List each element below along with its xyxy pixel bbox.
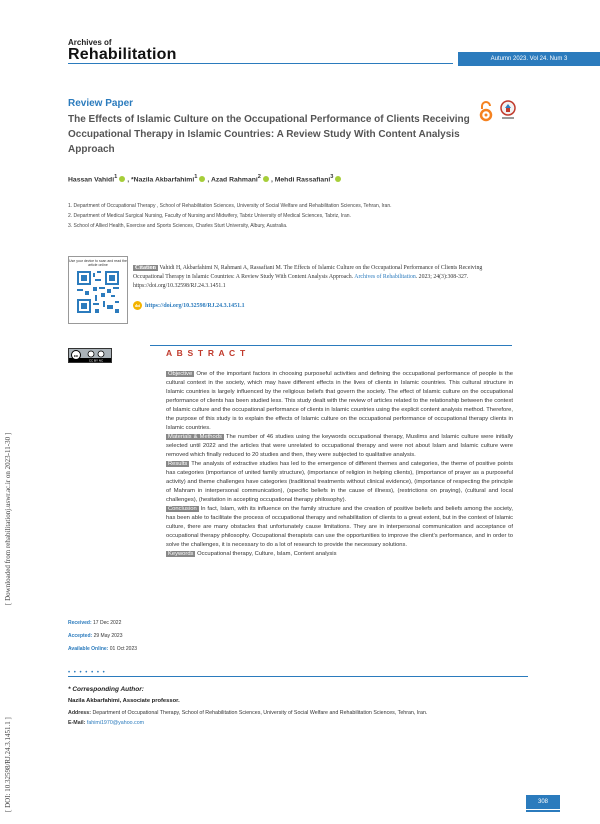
header-rule — [68, 63, 453, 64]
affiliation: 3. School of Allied Health, Exercise and Sports Sciences, Charles Sturt University, Albury, Australia. — [68, 223, 288, 229]
affiliation: 1. Department of Occupational Therapy , School of Rehabilitation Sciences, University of Social Welfare and Rehabilitation Sciences, Tehran, Iran. — [68, 203, 392, 209]
abstract-objective: Objective One of the important factors in choosing purposeful activities and defining the occupational performance of people is the cultural context in the society, which may have different effects in the lives of clients in Islamic countries. This cultural structure in Islamic countries is largely influenced by the religious beliefs that govern the society. The effect of Islamic culture on the occupational performance of clients has been studied less. This study dealt with the review of articles related to the relationship between the context of Islamic culture and the occupational performance of clients in Islamic countries using the explicit content analysis method. Therefore, the purpose of this study is to explain the effects of Islamic culture on the occupational performance of occupational therapy clients in Islamic countries. — [166, 371, 513, 431]
abstract-methods: Materials & Methods The number of 46 studies using the keywords occupational therapy, Muslims and Islamic culture were initially selected until 2022 and the articles that were unrelated to occupational therapy and were not about Islam and Islamic culture were removed which finally reduced to 20 studies and then, they were subjected to qualitative analysis. — [166, 434, 513, 458]
citation-text: Vahidi H, Akbarfahimi N, Rahmani A, Rassafiani M. The Effects of Islamic Culture on the Occupational Performance of Clients Receiving Occupational Therapy in Islamic Countries: A Review Study With Content Analysis Approach. — [133, 265, 483, 280]
corresponding-dots: • • • • • • • — [68, 670, 106, 676]
citation-label: Citation — [135, 265, 156, 271]
corresponding-heading: * Corresponding Author: — [68, 686, 144, 693]
doi-link[interactable]: https://doi.org/10.32598/RJ.24.3.1451.1 — [145, 302, 245, 309]
open-access-icon[interactable] — [478, 100, 494, 122]
citation-tail: . 2023; 24(3):308-327. https://doi.org/10.32598/RJ.24.3.1451.1 — [133, 274, 469, 289]
corresponding-address: Address: Department of Occupational Therapy, School of Rehabilitation Sciences, University of Social Welfare and Rehabilitation Sciences, Tehran, Iran. — [68, 710, 428, 716]
abstract-keywords: Keywords Occupational therapy, Culture, Islam, Content analysis — [168, 551, 337, 557]
corresponding-name: Nazila Akbarfahimi, Associate professor. — [68, 698, 180, 704]
author-name[interactable]: Mehdi Rassafiani — [274, 176, 331, 184]
section-label: Objective — [168, 371, 193, 377]
journal-name: Rehabilitation — [68, 46, 177, 63]
section-label: Conclusion — [168, 506, 197, 512]
qr-code-icon[interactable] — [77, 271, 119, 313]
corresponding-email: E-Mail: fahimi1970@yahoo.com — [68, 720, 145, 726]
orcid-icon[interactable] — [119, 176, 125, 182]
side-doi-text: [ DOI: 10.32598/RJ.24.3.1451.1 ] — [4, 717, 12, 812]
abstract-heading: A B S T R A C T — [166, 348, 247, 358]
abstract-results: Results The analysis of extractive studies has led to the emergence of different themes and categories, the theme of positive points has categories (importance of united family structure), (importance of religion in helping clients), (importance of prayer as a purposeful activity) and theme challenges have categories (traditional treatments without clinical evidence), (importance of respecting the principle of Mahram in interpersonal communication), (specific beliefs in the cause of illness), (restrictions on praying), (cultural and local challenges), (hesitation in accepting occupational therapy philosophy). — [166, 461, 513, 503]
doi-line — [133, 301, 245, 310]
article-type: Review Paper — [68, 98, 134, 109]
article-title: The Effects of Islamic Culture on the Occupational Performance of Clients Receiving Occupational Therapy in Islamic Countries: A Review Study With Content Analysis Approach — [68, 114, 470, 155]
page-number-rule — [526, 810, 560, 812]
section-label: Results — [168, 461, 188, 467]
crossmark-icon[interactable] — [500, 99, 516, 121]
author-name[interactable]: *Nazila Akbarfahimi — [131, 176, 195, 184]
doi-icon: doi — [134, 303, 141, 308]
author-name[interactable]: Hassan Vahidi — [68, 176, 115, 184]
journal-link[interactable]: Archives of Rehabilitation — [354, 274, 416, 280]
section-label: Materials & Methods — [168, 434, 222, 440]
email-link[interactable]: fahimi1970@yahoo.com — [86, 720, 145, 726]
qr-panel — [68, 256, 128, 324]
abstract-rule — [150, 345, 512, 346]
side-download-strip — [4, 355, 14, 605]
section-label: Keywords — [168, 551, 194, 557]
side-download-text: [ Downloaded from rehabilitationj.uswr.ac.ir on 2023-11-30 ] — [4, 432, 12, 605]
orcid-icon[interactable] — [199, 176, 205, 182]
journal-name-prefix: Archives of — [68, 38, 112, 47]
date-online: Available Online: 01 Oct 2023 — [68, 646, 138, 652]
svg-text:cc: cc — [73, 352, 79, 358]
page-number: 308 — [526, 795, 560, 809]
cc-badge-text: CC BY NC — [88, 358, 104, 363]
corresponding-rule — [68, 676, 528, 677]
author-name[interactable]: Azad Rahmani — [210, 176, 258, 184]
abstract-body — [166, 370, 513, 559]
citation-block — [133, 264, 511, 322]
orcid-icon[interactable] — [263, 176, 269, 182]
date-received: Received: 17 Dec 2022 — [68, 620, 122, 626]
issue-info: Autumn 2023. Vol 24. Num 3 — [458, 52, 600, 66]
cc-license-icon[interactable] — [68, 348, 112, 363]
author-list: Hassan Vahidi$^1$ , *Nazila Akbarfahimi$^1$ , Azad Rahmani$^2$ , Mehdi Rassafiani$^3$ — [68, 174, 343, 183]
side-doi-strip — [4, 616, 14, 816]
date-accepted: Accepted: 29 May 2023 — [68, 633, 123, 639]
orcid-icon[interactable] — [335, 176, 341, 182]
affiliation: 2. Department of Medical Surgical Nursing, Faculty of Nursing and Midwifery, Tabriz University of Medical Sciences, Tabriz, Iran. — [68, 213, 351, 219]
qr-caption: Use your device to scan and read the article online — [69, 259, 127, 267]
abstract-conclusion: Conclusion In fact, Islam, with its influence on the family structure and the creation of positive beliefs and beliefs among the society, has been able to facilitate the process of occupational therapy and rehabilitation of clients to a great extent, but in the context of Islamic culture, there are many obstacles that unfortunately cause limitations. They are in interpersonal communication and acceptance of occupational therapy philosophy. Occupational therapists can use the opportunities to improve the client's performance, and in order to solve the challenges, it is necessary to do a lot of research to provide the necessary solutions. — [166, 506, 513, 548]
